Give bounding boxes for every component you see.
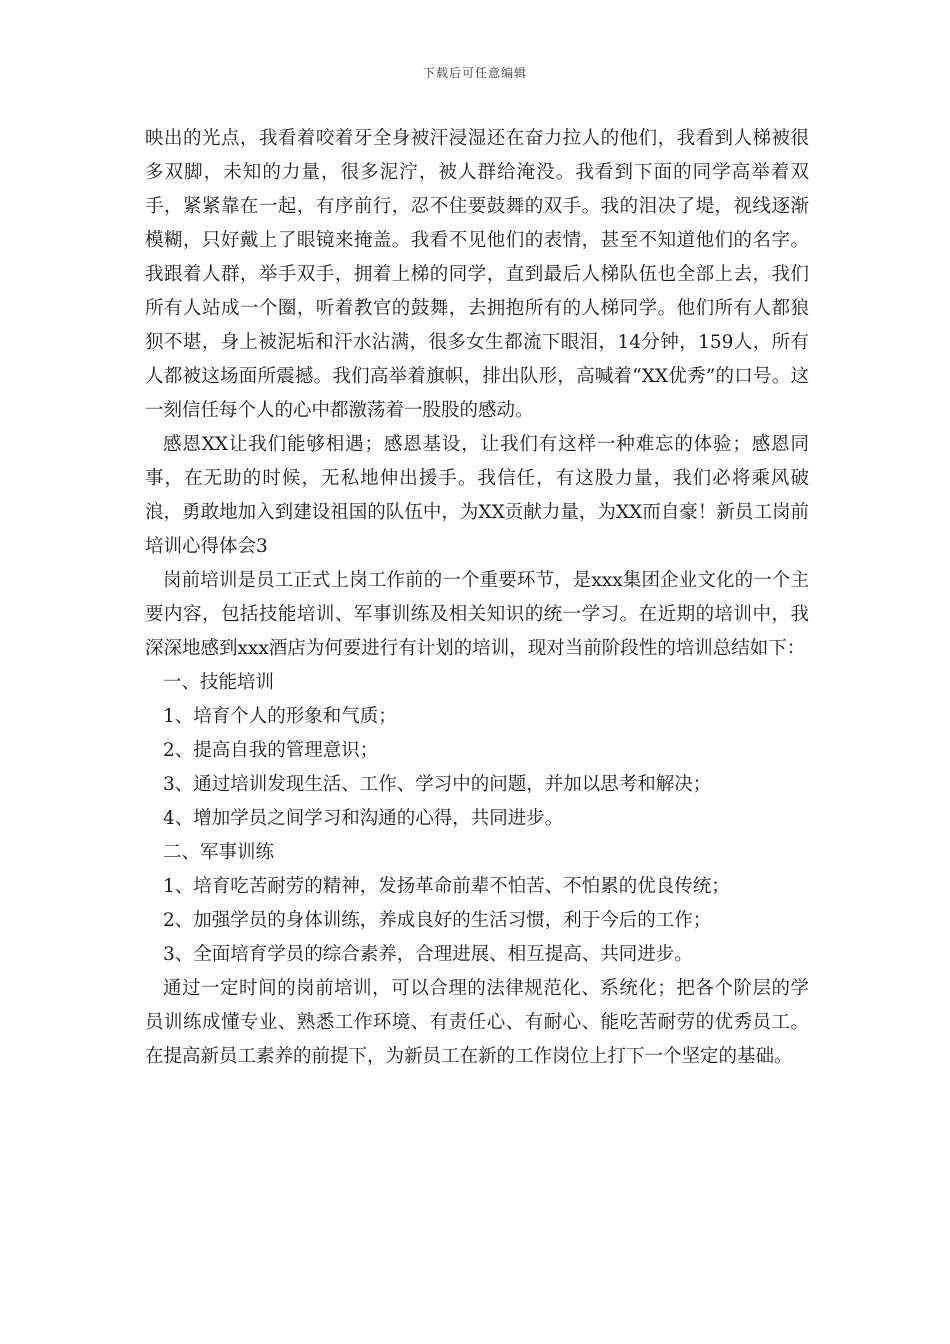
list-item: 3、全面培育学员的综合素养，合理进展、相互提高、共同进步。: [163, 944, 693, 965]
section-heading-military: 二、军事训练: [163, 842, 275, 863]
list-item: 3、通过培训发现生活、工作、学习中的问题，并加以思考和解决；: [163, 774, 712, 795]
paragraph-conclusion: 通过一定时间的岗前培训，可以合理的法律规范化、系统化；把各个阶层的学员训练成懂专业、熟悉工作环境、有责任心、有耐心、能吃苦耐劳的优秀员工。在提高新员工素养的前提下，为新员工在新的工作岗位上打下一个坚定的基础。: [145, 978, 809, 1067]
list-item: 1、培育吃苦耐劳的精神，发扬革命前辈不怕苦、不怕累的优良传统；: [163, 876, 730, 897]
list-item: 2、加强学员的身体训练，养成良好的生活习惯，利于今后的工作；: [163, 910, 712, 931]
list-item: 4、增加学员之间学习和沟通的心得，共同进步。: [163, 808, 564, 829]
document-body: [145, 122, 809, 1074]
list-item: 2、提高自我的管理意识；: [163, 740, 379, 761]
page-header: 下载后可任意编辑: [422, 66, 527, 80]
list-item: 1、培育个人的形象和气质；: [163, 706, 397, 727]
paragraph-1: 映出的光点，我看着咬着牙全身被汗浸湿还在奋力拉人的他们，我看到人梯被很多双脚，未知的力量，很多泥泞，被人群给淹没。我看到下面的同学高举着双手，紧紧靠在一起，有序前行，忍不住要鼓舞的双手。我的泪决了堤，视线逐渐模糊，只好戴上了眼镜来掩盖。我看不见他们的表情，甚至不知道他们的名字。我跟着人群，举手双手，拥着上梯的同学，直到最后人梯队伍也全部上去，我们所有人站成一个圈，听着教官的鼓舞，去拥抱所有的人梯同学。他们所有人都狼狈不堪，身上被泥垢和汗水沾满，很多女生都流下眼泪，14分钟，159人，所有人都被这场面所震撼。我们高举着旗帜，排出队形，高喊着“XX优秀”的口号。这一刻信任每个人的心中都激荡着一股股的感动。: [145, 128, 809, 421]
paragraph-3: 岗前培训是员工正式上岗工作前的一个重要环节，是xxx集团企业文化的一个主要内容，包括技能培训、军事训练及相关知识的统一学习。在近期的培训中，我深深地感到xxx酒店为何要进行有计划的培训，现对当前阶段性的培训总结如下：: [145, 570, 809, 659]
paragraph-2: 感恩XX让我们能够相遇；感恩基设，让我们有这样一种难忘的体验；感恩同事，在无助的时候，无私地伸出援手。我信任，有这股力量，我们必将乘风破浪，勇敢地加入到建设祖国的队伍中，为XX贡献力量，为XX而自豪！新员工岗前培训心得体会3: [145, 434, 809, 557]
section-heading-skills: 一、技能培训: [163, 672, 275, 693]
